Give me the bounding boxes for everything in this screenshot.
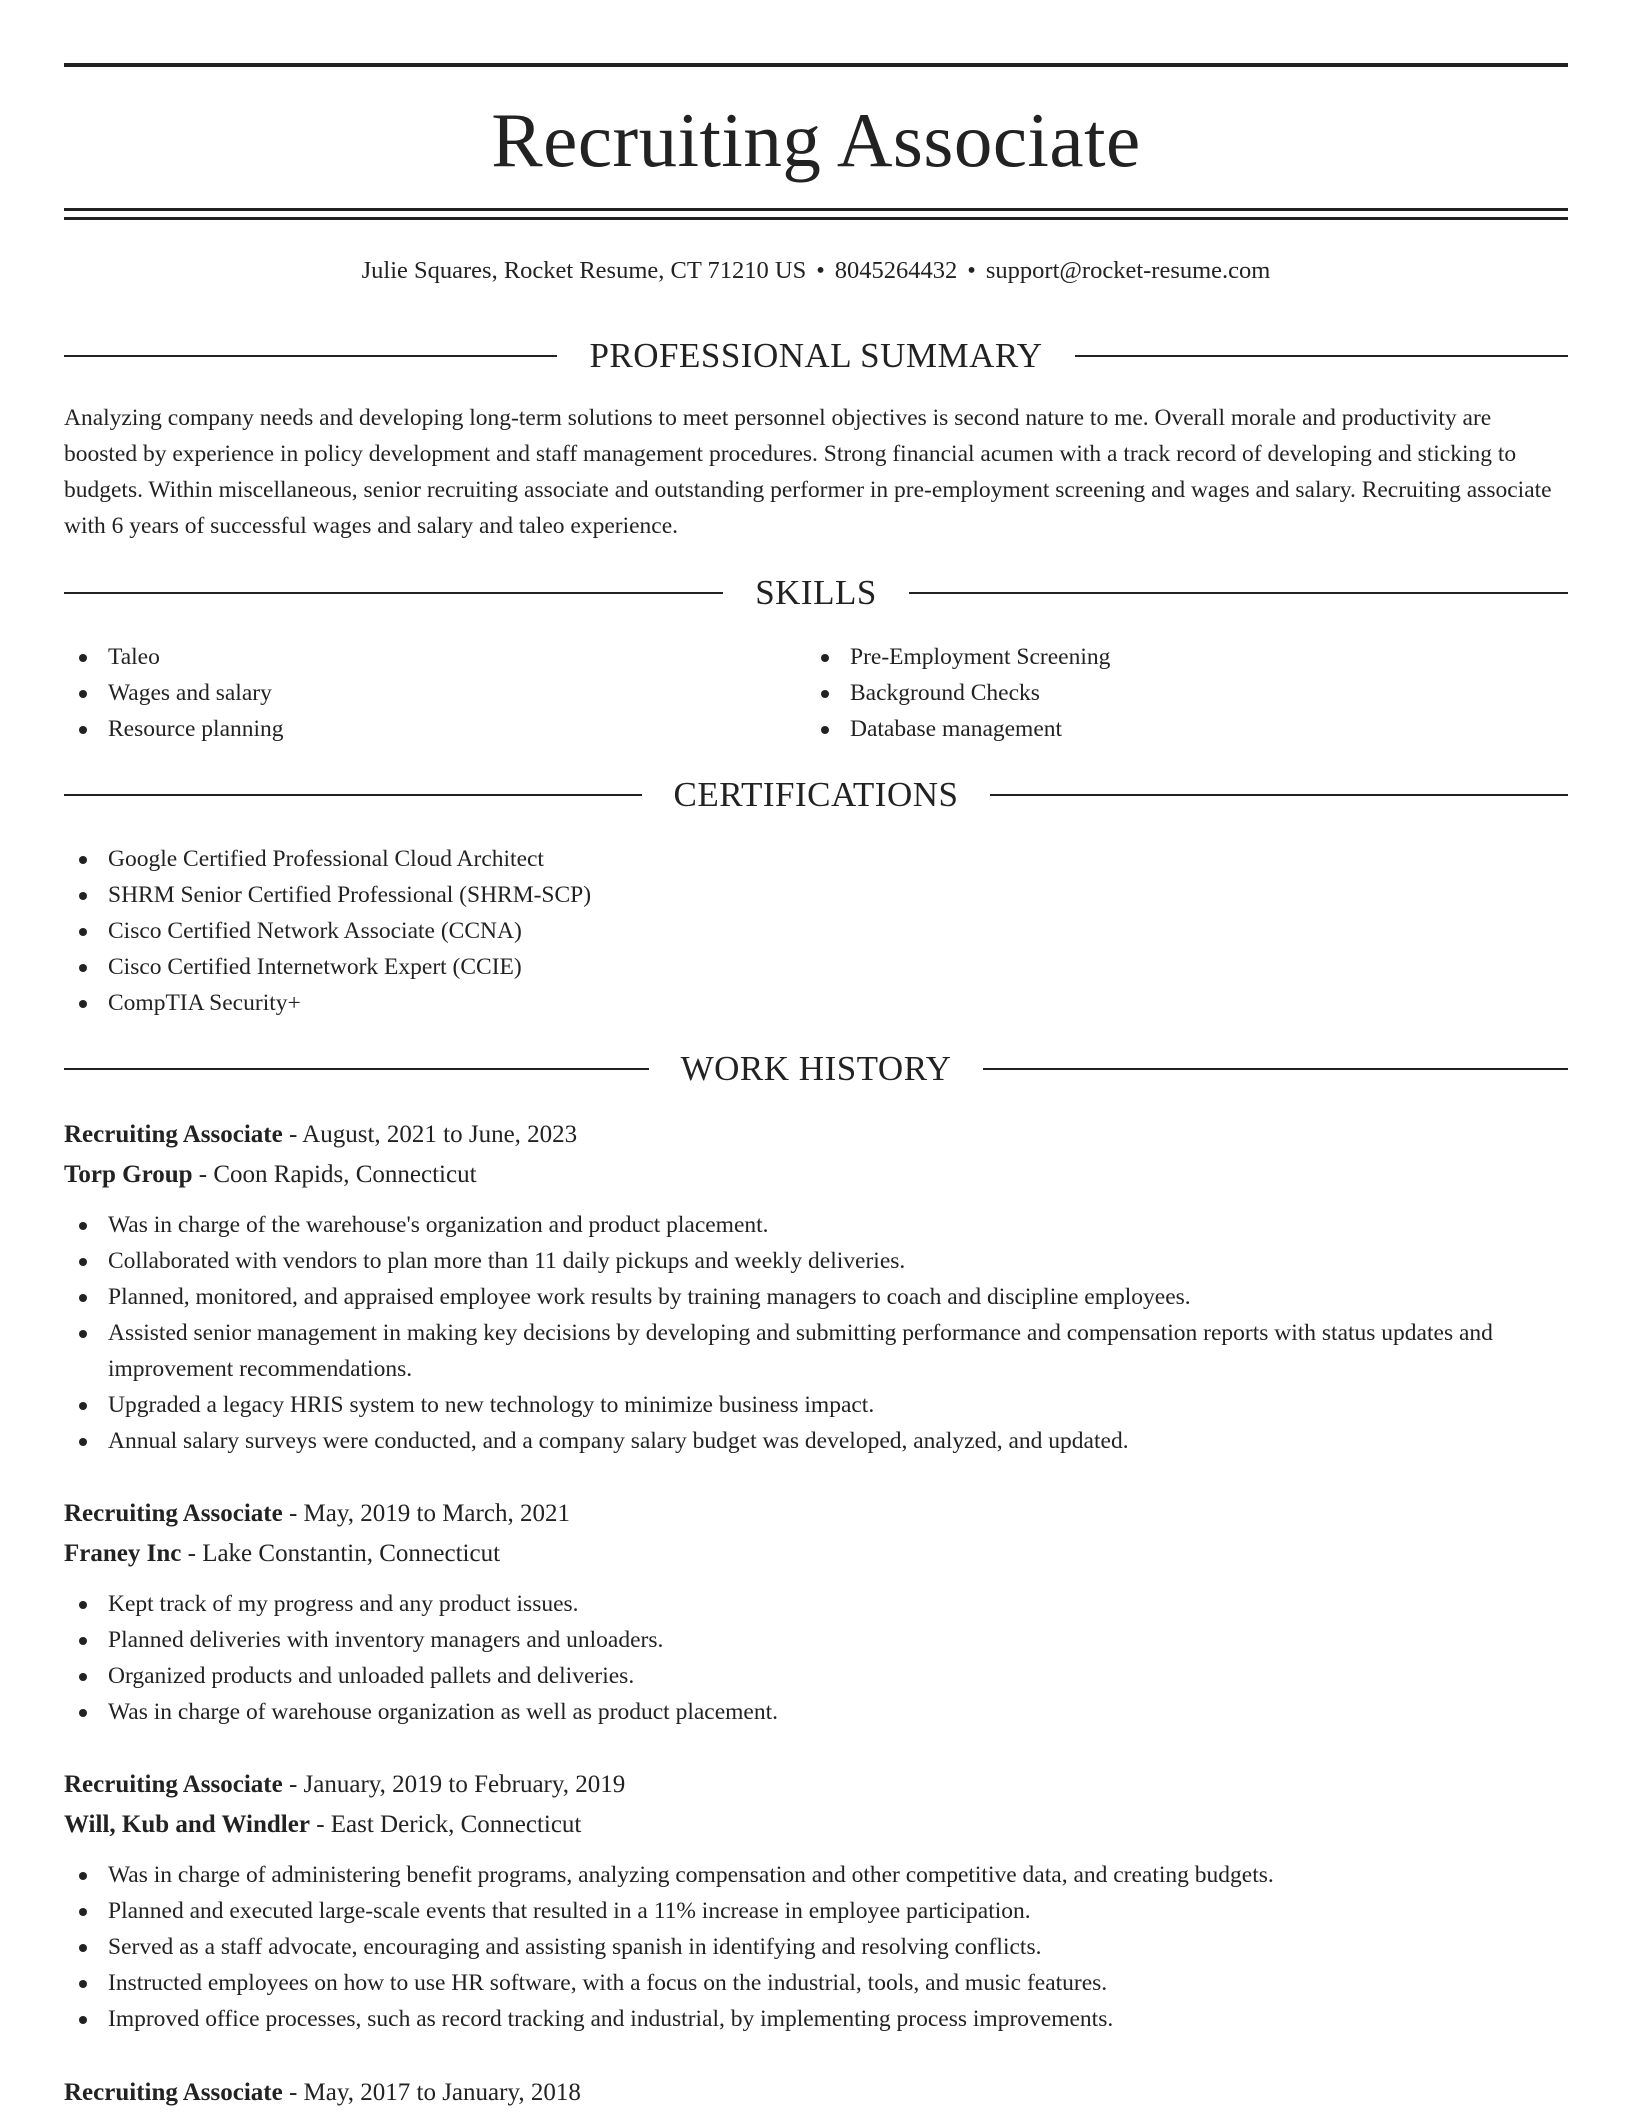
- job-bullets: [64, 1207, 1568, 1459]
- job-company-line: [64, 1534, 1568, 1574]
- job-bullet: Annual salary surveys were conducted, and a company salary budget was developed, analyzed, and updated.: [64, 1423, 1568, 1459]
- job-bullet: Planned deliveries with inventory managers and unloaders.: [64, 1622, 1568, 1658]
- summary-heading: PROFESSIONAL SUMMARY: [589, 336, 1043, 375]
- skills-right-list: [806, 639, 1506, 747]
- skill-item: Taleo: [64, 639, 764, 675]
- dash: -: [282, 1771, 304, 1798]
- section-heading-work: [64, 1047, 1568, 1091]
- dash: -: [309, 1811, 331, 1838]
- job-company: Torp Group: [64, 1161, 193, 1188]
- job-bullet: Instructed employees on how to use HR software, with a focus on the industrial, tools, and music features.: [64, 1965, 1568, 2001]
- job-bullet: Served as a staff advocate, encouraging and assisting spanish in identifying and resolving conflicts.: [64, 1929, 1568, 1965]
- job-bullets: [64, 1857, 1568, 2037]
- contact-separator: •: [967, 257, 976, 284]
- skill-item: Wages and salary: [64, 675, 764, 711]
- heading-rule: [64, 1068, 649, 1070]
- job-title-line: [64, 2073, 1568, 2113]
- dash: -: [282, 1500, 304, 1527]
- heading-rule: [64, 794, 642, 796]
- job-location: East Derick, Connecticut: [330, 1811, 582, 1838]
- skills-heading: SKILLS: [755, 573, 877, 612]
- dash: -: [181, 1540, 203, 1567]
- job-dates: May, 2019 to March, 2021: [303, 1500, 570, 1527]
- heading-rule: [990, 794, 1568, 796]
- skills-left-column: [64, 639, 764, 747]
- certifications-block: [64, 841, 1568, 1021]
- job-company-line: [64, 1805, 1568, 1845]
- skills-right-column: [806, 639, 1506, 747]
- heading-rule: [1075, 355, 1568, 357]
- job-bullets: [64, 1586, 1568, 1730]
- job-bullet: Collaborated with vendors to plan more than 11 daily pickups and weekly deliveries.: [64, 1243, 1568, 1279]
- job-entry: [64, 1765, 1568, 2037]
- certification-item: Cisco Certified Internetwork Expert (CCIE): [64, 949, 1568, 985]
- job-bullet: Was in charge of administering benefit programs, analyzing compensation and other competitive data, and creating budgets.: [64, 1857, 1568, 1893]
- job-bullet: Kept track of my progress and any product issues.: [64, 1586, 1568, 1622]
- job-bullet: Was in charge of warehouse organization as well as product placement.: [64, 1694, 1568, 1730]
- certification-item: SHRM Senior Certified Professional (SHRM-SCP): [64, 877, 1568, 913]
- contact-phone: 8045264432: [834, 257, 958, 284]
- job-entry: [64, 1115, 1568, 1459]
- job-dates: January, 2019 to February, 2019: [303, 1771, 626, 1798]
- job-dates: May, 2017 to January, 2018: [303, 2079, 581, 2106]
- job-bullet: Improved office processes, such as record tracking and industrial, by implementing process improvements.: [64, 2001, 1568, 2037]
- certification-item: Cisco Certified Network Associate (CCNA): [64, 913, 1568, 949]
- heading-rule: [64, 592, 723, 594]
- job-entry: [64, 2073, 1568, 2113]
- contact-email: support@rocket-resume.com: [985, 257, 1271, 284]
- job-location: Lake Constantin, Connecticut: [202, 1540, 501, 1567]
- contact-separator: •: [816, 257, 825, 284]
- certification-item: CompTIA Security+: [64, 985, 1568, 1021]
- summary-text: Analyzing company needs and developing long-term solutions to meet personnel objectives is second nature to me. Overall morale and productivity are boosted by experience in policy development and staff management procedures. Strong financial acumen with a track record of developing and sticking to budgets. Within miscellaneous, senior recruiting associate and outstanding performer in pre-employment screening and wages and salary. Recruiting associate with 6 years of successful wages and salary and taleo experience.: [64, 405, 1552, 539]
- skill-item: Database management: [806, 711, 1506, 747]
- page-title: Recruiting Associate: [491, 97, 1141, 183]
- job-company: Franey Inc: [64, 1540, 182, 1567]
- dash: -: [192, 1161, 214, 1188]
- section-heading-certifications: [64, 773, 1568, 817]
- job-title: Recruiting Associate: [64, 1500, 283, 1527]
- job-title-line: [64, 1494, 1568, 1534]
- section-heading-summary: [64, 334, 1568, 378]
- job-bullet: Assisted senior management in making key decisions by developing and submitting performance and compensation reports with status updates and improvement recommendations.: [64, 1315, 1568, 1387]
- skill-item: Background Checks: [806, 675, 1506, 711]
- top-rule: [64, 63, 1568, 67]
- job-entry: [64, 1494, 1568, 1730]
- job-title: Recruiting Associate: [64, 1121, 283, 1148]
- job-bullet: Upgraded a legacy HRIS system to new technology to minimize business impact.: [64, 1387, 1568, 1423]
- job-bullet: Planned, monitored, and appraised employee work results by training managers to coach and discipline employees.: [64, 1279, 1568, 1315]
- certifications-heading: CERTIFICATIONS: [673, 775, 959, 814]
- heading-rule: [64, 355, 557, 357]
- certifications-list: [64, 841, 1568, 1021]
- job-dates: August, 2021 to June, 2023: [302, 1121, 578, 1148]
- skill-item: Pre-Employment Screening: [806, 639, 1506, 675]
- work-heading: WORK HISTORY: [680, 1049, 952, 1088]
- job-title-line: [64, 1115, 1568, 1155]
- job-bullet: Was in charge of the warehouse's organization and product placement.: [64, 1207, 1568, 1243]
- heading-rule: [983, 1068, 1568, 1070]
- heading-rule: [909, 592, 1568, 594]
- certification-item: Google Certified Professional Cloud Architect: [64, 841, 1568, 877]
- skill-item: Resource planning: [64, 711, 764, 747]
- skills-left-list: [64, 639, 764, 747]
- job-location: Coon Rapids, Connecticut: [213, 1161, 477, 1188]
- section-heading-skills: [64, 571, 1568, 615]
- job-title: Recruiting Associate: [64, 1771, 283, 1798]
- job-company: Will, Kub and Windler: [64, 1811, 310, 1838]
- job-bullet: Organized products and unloaded pallets and deliveries.: [64, 1658, 1568, 1694]
- contact-address: Julie Squares, Rocket Resume, CT 71210 US: [361, 257, 807, 284]
- dash: -: [282, 2079, 304, 2106]
- job-company-line: [64, 1155, 1568, 1195]
- job-bullet: Planned and executed large-scale events that resulted in a 11% increase in employee participation.: [64, 1893, 1568, 1929]
- job-title-line: [64, 1765, 1568, 1805]
- job-title: Recruiting Associate: [64, 2079, 283, 2106]
- contact-line: [64, 255, 1568, 287]
- dash: -: [282, 1121, 303, 1148]
- title-double-rule: [64, 208, 1568, 220]
